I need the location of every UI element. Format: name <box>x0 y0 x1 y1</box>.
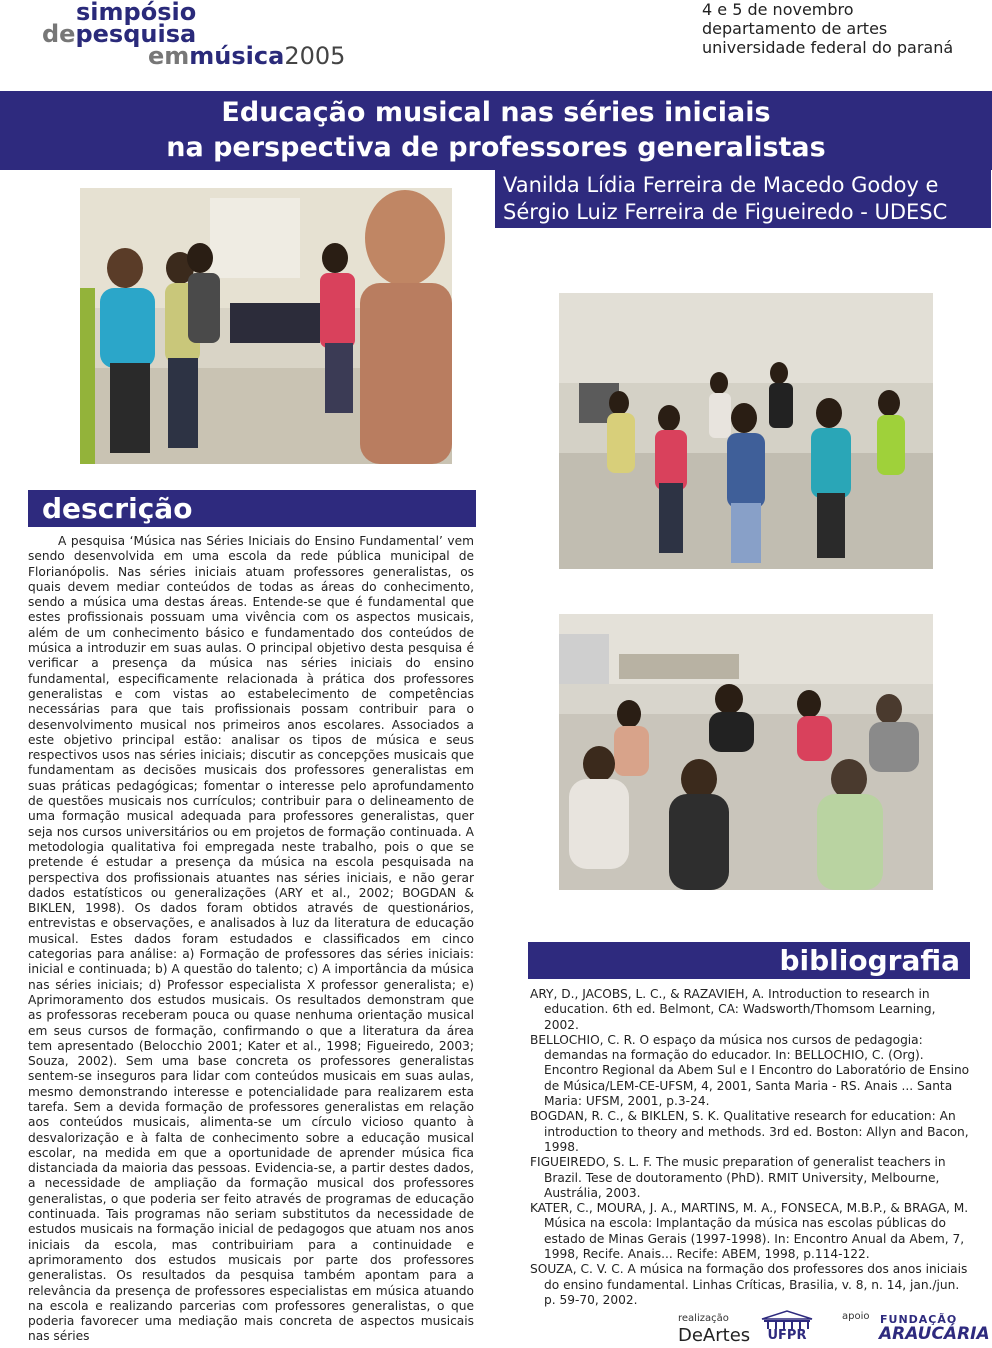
logo-line-1: simpósio <box>76 0 197 26</box>
photo-circle-crouching <box>559 614 933 890</box>
bibliography-list <box>530 987 970 1308</box>
authors-box <box>495 170 991 228</box>
bibliography-entry: SOUZA, C. V. C. A música na formação dos professores dos anos iniciais do ensino fundamental. Linhas Críticas, Brasilia, v. 8, n. 14, jan./jun. p. 59-70, 2002. <box>530 1262 968 1307</box>
bibliography-entry: BELLOCHIO, C. R. O espaço da música nos cursos de pedagogia: demandas na formação do educador. In: BELLOCHIO, C. (Org). Encontro Regional da Abem Sul e I Encontro do Laboratório de Ensino de Música/LEM-CE-UFSM, 4, 2001, Santa Maria - RS. Anais ... Santa Maria: UFSM, 2001, p.3-24. <box>530 1032 970 1109</box>
event-date: 4 e 5 de novembro <box>702 0 854 19</box>
authors-line-2: Sérgio Luiz Ferreira de Figueiredo - UDESC <box>503 200 948 224</box>
bibliography-entry: BOGDAN, R. C., & BIKLEN, S. K. Qualitative research for education: An introduction to theory and methods. 3rd ed. Boston: Allyn and Bacon, 1998. <box>530 1109 969 1154</box>
logo-year: 2005 <box>284 42 346 70</box>
title-banner <box>0 91 992 170</box>
event-department: departamento de artes <box>702 19 888 38</box>
bibliography-entry: ARY, D., JACOBS, L. C., & RAZAVIEH, A. Introduction to research in education. 6th ed. Belmont, CA: Wadsworth/Thomsom Learning, 2002. <box>530 987 936 1032</box>
fundacao-logo-text: FUNDAÇÃO <box>880 1313 958 1326</box>
title-line-1: Educação musical nas séries iniciais <box>221 97 771 128</box>
bibliography-entry: FIGUEIREDO, S. L. F. The music preparation of generalist teachers in Brazil. Tese de doutoramento (PhD). RMIT University, Melbourne, Austrália, 2003. <box>530 1155 946 1200</box>
ufpr-logo-text: UFPR <box>767 1328 807 1343</box>
description-text <box>28 534 474 1345</box>
symposium-logo <box>40 0 360 70</box>
logo-word-pesquisa: pesquisa <box>75 20 197 48</box>
photo-circle-standing <box>559 293 933 569</box>
bibliography-header: bibliografia <box>528 942 970 979</box>
authors-line-1: Vanilda Lídia Ferreira de Macedo Godoy e <box>503 173 939 197</box>
description-paragraph: A pesquisa ‘Música nas Séries Iniciais do Ensino Fundamental’ vem sendo desenvolvida em uma escola da rede pública municipal de Florianópolis. Nas séries iniciais atuam professores generalistas, os quais devem mediar conteúdos de todas as áreas do conhecimento, sendo a música uma destas áreas. Entende-se que é fundamental que estes profissionais possuam uma vivência com os aspectos musicais, além de um conhecimento básico e fundamentado dos conteúdos de música a introduzir em suas aulas. O principal objetivo desta pesquisa é verificar a presença da música nas séries iniciais do ensino fundamental, especificamente relacionada à prática dos professores generalistas e com vistas ao estabelecimento de competências necessárias para que tais profissionais possam contribuir para o desenvolvimento musical nos primeiros anos escolares. Associados a este objetivo principal estão: analisar os tipos de música e seus respectivos usos nas séries iniciais; discutir as concepções musicais que fundamentam as decisões musicais dos professores generalistas em suas práticas pedagógicas; fomentar o interesse pelo aprofundamento de questões musicais nos currículos; contribuir para o delineamento de uma formação musical adequada para professores generalistas, quer seja nos cursos universitários ou em projetos de formação continuada. A metodologia qualitativa foi empregada neste trabalho, pois o que se pretende é estudar a presença da música na escola pesquisada na perspectiva dos profissionais atuantes nas séries iniciais, e não gerar dados estatísticos ou generalizações (ARY et al., 2002; BOGDAN & BIKLEN, 1998). Os dados foram obtidos através de questionários, entrevistas e observações, e analisados à luz da literatura de educação musical. Estes dados foram estudados e classificados em cinco categorias para análise: a) Formação de professores das séries iniciais: inicial e continuada; b) A questão do talento; c) A importância da música nas séries iniciais; d) Professor especialista X professor generalista; e) Aprimoramento dos estudos musicais. Os resultados demonstram que as professoras receberam pouca ou quase nenhuma orientação musical em seus cursos de formação, confirmando o que a literatura da área tem apresentado (Belocchio 2001; Kater et al., 1998; Figueiredo, 2003; Souza, 2002). Sem uma base concreta os professores generalistas sentem-se inseguros para lidar com conteúdos musicais em suas aulas, mesmo demonstrando interesse e potencialidade para realizarem esta tarefa. Sem a devida formação de professores generalistas em relação aos conteúdos musicais, alimenta-se um círculo vicioso quanto à desvalorização e à falta de conhecimento sobre a educação musical escolar, na medida em que a oportunidade de aprender música fica distanciada da maioria das pessoas. Evidencia-se, a partir destes dados, a necessidade de ampliação da formação musical dos professores generalistas, o que poderia ser feito através de programas de educação continuada. Tais programas não seriam substitutos da necessidade de estudos musicais na formação inicial de pedagogos que atuam nos anos iniciais da escola, mas contribuiriam para a continuidade e aprimoramento dos estudos musicais por parte dos professores generalistas. Os resultados da pesquisa também apontam para a relevância da presença de professores especialistas em música atuando na escola e realizando parcerias com professores generalistas, o que poderia favorecer uma mediação mais concreta de aspectos musicais nas séries <box>28 534 474 1344</box>
logo-line-3 <box>148 44 345 68</box>
description-header: descrição <box>28 490 476 527</box>
apoio-label: apoio <box>842 1311 870 1322</box>
logo-word-musica: música <box>189 42 285 70</box>
araucaria-logo-text: ARAUCÁRIA <box>879 1324 990 1344</box>
event-university: universidade federal do paraná <box>702 38 954 57</box>
bibliography-entry: KATER, C., MOURA, J. A., MARTINS, M. A., FONSECA, M.B.P., & BRAGA, M. Música na escola: Implantação da música nas escolas públicas do estado de Minas Gerais (1997-1998). In: Encontro Anual da Abem, 7, 1998, Recife. Anais... Recife: ABEM, 1998, p.114-122. <box>530 1201 969 1262</box>
realizacao-label: realização <box>678 1313 729 1324</box>
logo-word-em: em <box>148 42 190 70</box>
dearts-logo-text: DeArtes <box>678 1325 751 1346</box>
event-info <box>702 0 982 57</box>
photo-dancing-teachers <box>80 188 452 464</box>
logo-word-de: de <box>42 20 76 48</box>
title-line-2: na perspectiva de professores generalistas <box>166 132 826 163</box>
